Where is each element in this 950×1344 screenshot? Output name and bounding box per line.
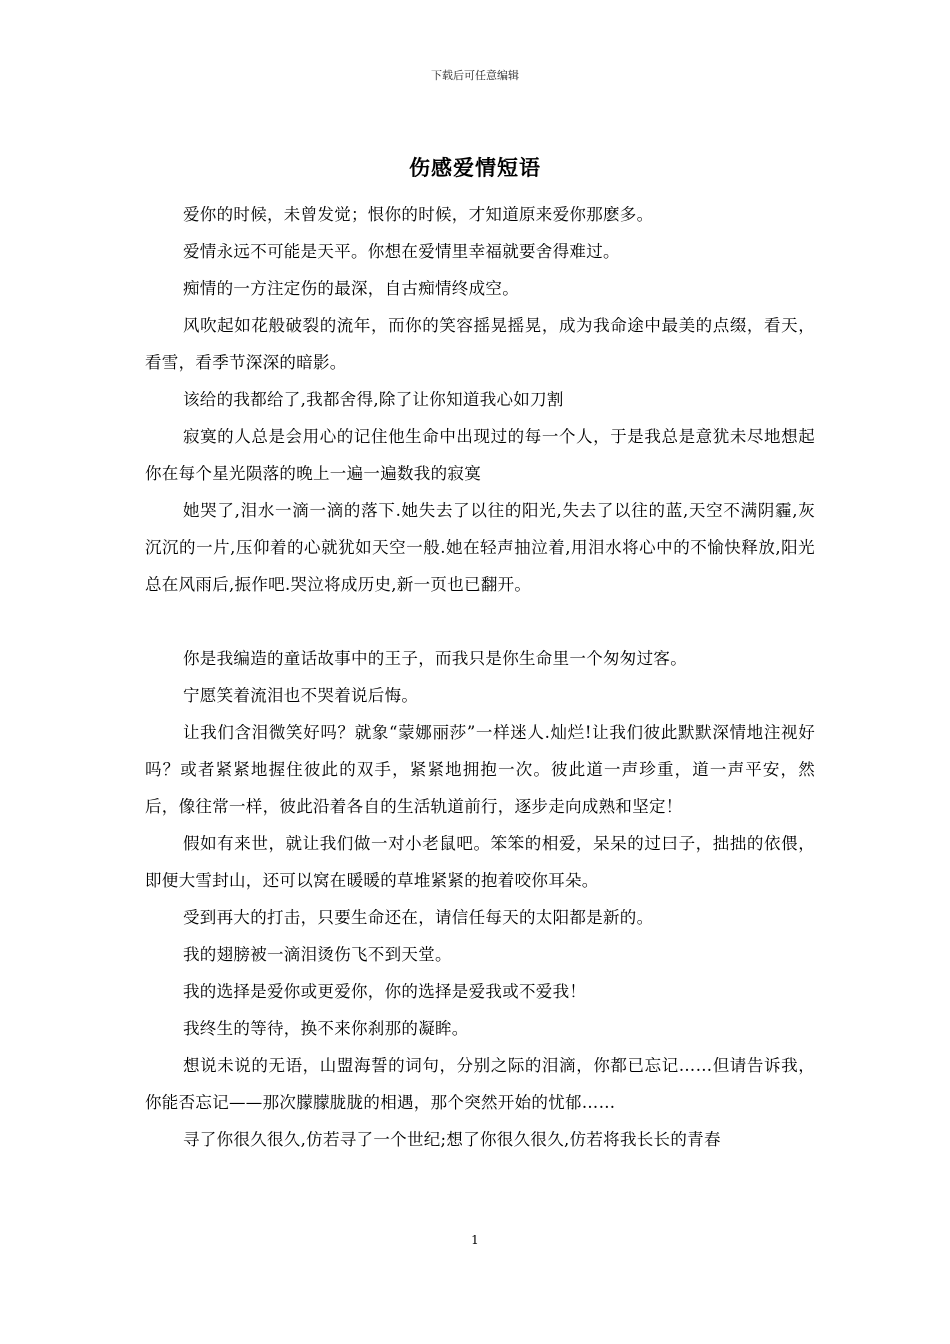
paragraph: 宁愿笑着流泪也不哭着说后悔。 (183, 686, 419, 705)
paragraph: 我的选择是爱你或更爱你，你的选择是爱我或不爱我！ (183, 982, 587, 1001)
paragraph: 爱情永远不可能是天平。你想在爱情里幸福就要舍得难过。 (183, 242, 620, 261)
paragraph: 痴情的一方注定伤的最深，自古痴情终成空。 (183, 279, 519, 298)
paragraph: 寂寞的人总是会用心的记住他生命中出现过的每一个人，于是我总是意犹未尽地想起你在每个星光陨落的晚上一遍一遍数我的寂寞 (145, 427, 815, 483)
paragraph: 我终生的等待，换不来你刹那的凝眸。 (183, 1019, 469, 1038)
paragraph: 假如有来世，就让我们做一对小老鼠吧。笨笨的相爱，呆呆的过曰子，拙拙的依偎，即便大雪封山，还可以窝在暖暖的草堆紧紧的抱着咬你耳朵。 (145, 834, 815, 890)
paragraph: 该给的我都给了,我都舍得,除了让你知道我心如刀割 (183, 390, 564, 409)
blank-paragraph (145, 603, 815, 640)
paragraph: 我的翅膀被一滴泪烫伤飞不到天堂。 (183, 945, 452, 964)
paragraph: 爱你的时候，未曾发觉；恨你的时候，才知道原来爱你那麽多。 (183, 205, 654, 224)
document-title: 伤感爱情短语 (409, 155, 541, 180)
paragraph: 她哭了,泪水一滴一滴的落下.她失去了以往的阳光,失去了以往的蓝,天空不满阴霾,灰沉沉的一片,压仰着的心就犹如天空一般.她在轻声抽泣着,用泪水将心中的不愉快释放,阳光总在风雨后,振作吧.哭泣将成历史,新一页也已翻开。 (145, 501, 815, 594)
paragraph: 让我们含泪微笑好吗？就象“蒙娜丽莎”一样迷人.灿烂!让我们彼此默默深情地注视好吗？或者紧紧地握住彼此的双手，紧紧地拥抱一次。彼此道一声珍重，道一声平安，然后，像往常一样，彼此沿着各自的生活轨道前行，逐步走向成熟和坚定！ (145, 723, 815, 816)
document-body (145, 196, 815, 1158)
paragraph: 寻了你很久很久,仿若寻了一个世纪;想了你很久很久,仿若将我长长的青春 (183, 1130, 721, 1149)
paragraph: 想说未说的无语，山盟海誓的词句，分别之际的泪滴，你都已忘记……但请告诉我，你能否忘记——那次朦朦胧胧的相遇，那个突然开始的忧郁…… (145, 1056, 815, 1112)
paragraph: 风吹起如花般破裂的流年，而你的笑容摇晃摇晃，成为我命途中最美的点缀，看天，看雪，看季节深深的暗影。 (145, 316, 815, 372)
paragraph: 你是我编造的童话故事中的王子，而我只是你生命里一个匆匆过客。 (183, 649, 687, 668)
page-number: 1 (471, 1233, 479, 1247)
paragraph: 受到再大的打击，只要生命还在，请信任每天的太阳都是新的。 (183, 908, 654, 927)
page-header-note: 下载后可任意编辑 (431, 69, 519, 82)
